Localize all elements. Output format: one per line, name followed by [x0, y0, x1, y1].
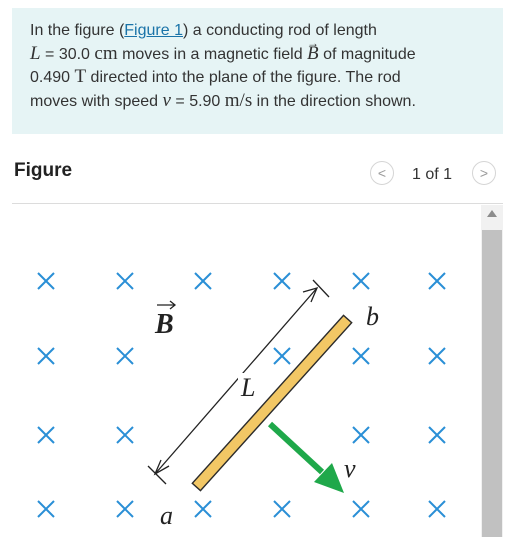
chevron-right-icon: >: [479, 165, 489, 181]
field-cross-icon: [353, 273, 369, 289]
field-cross-icon: [117, 501, 133, 517]
field-cross-icon: [353, 501, 369, 517]
field-cross-icon: [429, 348, 445, 364]
field-vector-symbol: → B: [307, 43, 319, 66]
field-cross-icon: [274, 348, 290, 364]
figure-canvas: [12, 204, 480, 537]
field-cross-icon: [38, 501, 54, 517]
length-unit: cm: [94, 42, 118, 64]
field-cross-icon: [429, 273, 445, 289]
problem-statement: [12, 8, 503, 134]
problem-line-1: In the figure (Figure 1) a conducting rod of length: [30, 22, 377, 39]
field-cross-icon: [38, 273, 54, 289]
field-cross-icon: [429, 501, 445, 517]
problem-line-2: L = 30.0 cm moves in a magnetic field → B of magnitude: [30, 43, 485, 67]
scroll-up-arrow-icon[interactable]: [487, 210, 497, 217]
field-cross-icon: [353, 427, 369, 443]
field-cross-icon: [195, 273, 211, 289]
velocity-label: v: [344, 454, 356, 483]
problem-line-4: moves with speed v = 5.90 m/s in the direction shown.: [30, 89, 416, 111]
field-unit: T: [74, 66, 87, 87]
end-a-label: a: [160, 501, 173, 530]
field-cross-icon: [38, 427, 54, 443]
previous-figure-button[interactable]: [370, 161, 394, 185]
figure-pager: 1 of 1: [412, 166, 453, 183]
field-cross-icon: [274, 273, 290, 289]
field-label: [154, 301, 175, 340]
field-cross-icon: [117, 348, 133, 364]
field-cross-icon: [353, 348, 369, 364]
velocity-arrow: [270, 424, 344, 493]
next-figure-button[interactable]: [472, 161, 496, 185]
end-b-label: b: [366, 302, 379, 331]
length-label: L: [241, 373, 256, 402]
velocity-arrow-shaft: [270, 424, 322, 472]
problem-line-3: 0.490 T directed into the plane of the figure. The rod: [30, 66, 401, 87]
field-cross-icon: [38, 348, 54, 364]
figure-title: Figure: [14, 160, 73, 181]
field-label-text: B: [155, 309, 174, 340]
chevron-left-icon: <: [377, 165, 387, 181]
figure-1-link[interactable]: Figure 1: [124, 22, 183, 39]
field-cross-icon: [274, 501, 290, 517]
speed-unit: m/s: [224, 89, 253, 111]
length-symbol: L: [30, 42, 41, 64]
field-cross-icon: [195, 501, 211, 517]
figure-svg: [12, 204, 480, 537]
field-cross-icon: [429, 427, 445, 443]
field-cross-icon: [117, 427, 133, 443]
speed-symbol: v: [162, 89, 171, 111]
scrollbar-thumb[interactable]: [482, 230, 502, 537]
field-cross-icon: [117, 273, 133, 289]
